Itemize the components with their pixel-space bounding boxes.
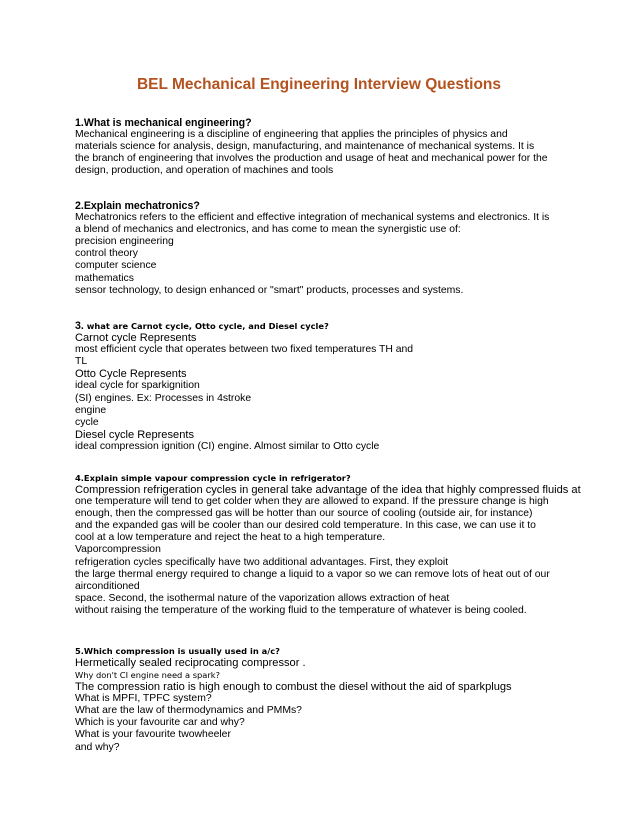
answer-line: and the expanded gas will be cooler than our desired cold temperature. In this case, we can use it to <box>75 520 536 532</box>
answer-line: Carnot cycle Represents <box>75 332 197 345</box>
section-vapour-compression <box>75 472 581 617</box>
answer-line: refrigeration cycles specifically have two additional advantages. First, they exploit <box>75 556 449 568</box>
answer-line: enough, then the compressed gas will be hotter than our source of cooling (outside air, for instance) <box>75 508 533 520</box>
question-heading: 5.Which compression is usually used in a/c? <box>75 646 280 656</box>
answer-line: cool at a low temperature and reject the heat to a high temperature. <box>75 532 386 544</box>
answer-line: one temperature will tend to get colder when they are allowed to expand. If the pressure change is high <box>75 496 549 508</box>
answer-line: sensor technology, to design enhanced or "smart" products, processes and systems. <box>75 284 464 296</box>
answer-line: the large thermal energy required to change a liquid to a vapor so we can remove lots of heat out of our <box>75 568 550 580</box>
section-mechanical-engineering <box>75 117 565 177</box>
answer-line: ideal cycle for sparkignition <box>75 380 200 392</box>
answer-line: Compression refrigeration cycles in general take advantage of the idea that highly compressed fluids at <box>75 484 581 496</box>
answer-line: engine <box>75 404 107 416</box>
answer-line: Hermetically sealed reciprocating compressor . <box>75 657 306 669</box>
answer-line: materials science for analysis, design, manufacturing, and maintenance of mechanical systems. It is <box>75 141 535 153</box>
section-ac-compression <box>75 645 565 754</box>
answer-line: Diesel cycle Represents <box>75 428 194 441</box>
section-thermodynamic-cycles <box>75 320 565 453</box>
section-mechatronics <box>75 200 565 297</box>
answer-line: Which is your favourite car and why? <box>75 717 245 729</box>
question-heading: 1.What is mechanical engineering? <box>75 117 252 129</box>
answer-line: mathematics <box>75 272 134 284</box>
answer-line: a blend of mechanics and electronics, and has come to mean the synergistic use of: <box>75 224 461 236</box>
answer-line: control theory <box>75 248 138 260</box>
answer-line: and why? <box>75 741 120 753</box>
answer-line: Otto Cycle Represents <box>75 368 187 381</box>
answer-line: space. Second, the isothermal nature of the vaporization allows extraction of heat <box>75 592 450 604</box>
answer-line: the branch of engineering that involves the production and usage of heat and mechanical power for the <box>75 153 548 165</box>
answer-line: design, production, and operation of machines and tools <box>75 165 334 177</box>
answer-line: The compression ratio is high enough to combust the diesel without the aid of sparkplugs <box>75 681 512 694</box>
answer-line: most efficient cycle that operates between two fixed temperatures TH and <box>75 344 414 356</box>
question-text: what are Carnot cycle, Otto cycle, and Diesel cycle? <box>83 321 329 331</box>
answer-line: Mechatronics refers to the efficient and effective integration of mechanical systems and electronics. It is <box>75 212 550 224</box>
answer-line: (SI) engines. Ex: Processes in 4stroke <box>75 392 252 404</box>
question-number: 3. <box>75 320 84 332</box>
answer-line: TL <box>75 356 88 368</box>
page-title: BEL Mechanical Engineering Interview Questions <box>136 76 502 93</box>
answer-line: ideal compression ignition (CI) engine. Almost similar to Otto cycle <box>75 440 380 452</box>
question-heading: 2.Explain mechatronics? <box>75 200 200 212</box>
answer-line: airconditioned <box>75 580 140 592</box>
answer-line: What is your favourite twowheeler <box>75 729 231 741</box>
answer-line: cycle <box>75 416 99 428</box>
question-heading: 4.Explain simple vapour compression cycle in refrigerator? <box>75 473 351 483</box>
answer-line: precision engineering <box>75 236 174 248</box>
answer-line: computer science <box>75 260 157 272</box>
answer-line: Mechanical engineering is a discipline of engineering that applies the principles of physics and <box>75 129 508 141</box>
answer-line: What are the law of thermodynamics and PMMs? <box>75 705 302 717</box>
sub-question: Why don't CI engine need a spark? <box>75 670 220 681</box>
answer-line: Vaporcompression <box>75 544 161 556</box>
answer-line: without raising the temperature of the working fluid to the temperature of whatever is being cooled. <box>75 604 527 616</box>
question-heading <box>75 320 565 332</box>
answer-line: What is MPFI, TPFC system? <box>75 693 212 705</box>
